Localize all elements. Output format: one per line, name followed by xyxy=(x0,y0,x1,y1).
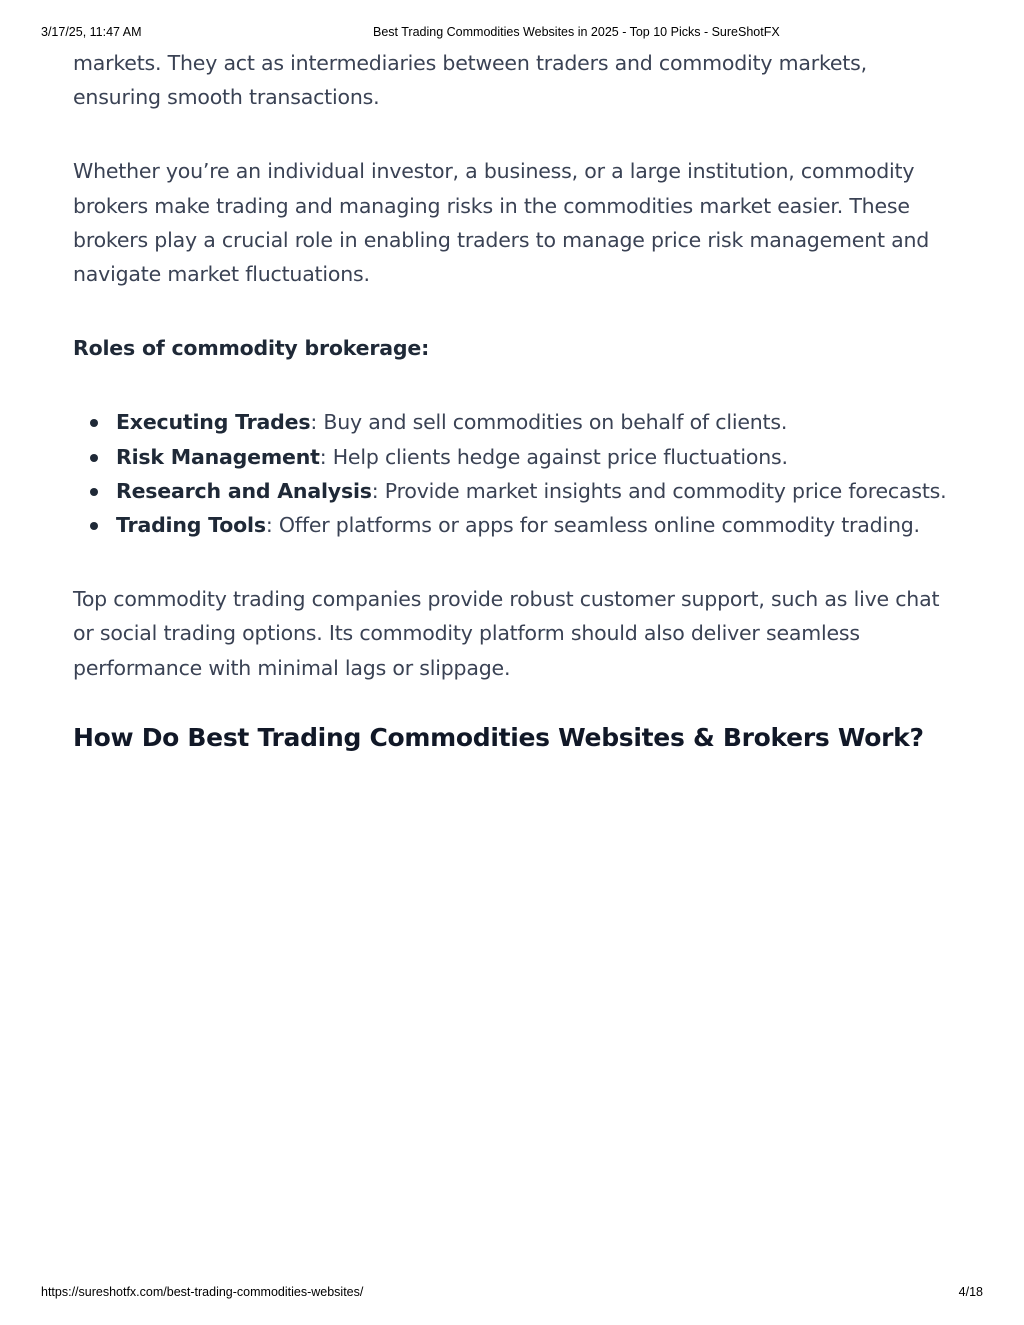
print-url: https://sureshotfx.com/best-trading-commodities-websites/ xyxy=(41,1285,364,1299)
list-item xyxy=(73,474,953,508)
print-footer xyxy=(0,1285,1024,1301)
bullet-dot xyxy=(90,488,98,496)
page-number: 4/18 xyxy=(958,1285,983,1299)
article-body xyxy=(73,46,953,755)
list-item xyxy=(73,508,953,542)
bullet-dot xyxy=(90,454,98,462)
list-item-term: Executing Trades xyxy=(116,410,311,435)
roles-heading: Roles of commodity brokerage: xyxy=(73,336,430,361)
bullet-dot xyxy=(90,419,98,427)
list-item-term: Research and Analysis xyxy=(116,478,372,503)
list-item xyxy=(73,405,953,439)
print-page-title: Best Trading Commodities Websites in 2025 - Top 10 Picks - SureShotFX xyxy=(373,25,780,39)
list-item-description: : Offer platforms or apps for seamless online commodity trading. xyxy=(265,513,920,538)
list-item-description: : Help clients hedge against price fluctuations. xyxy=(319,444,788,469)
intro-paragraph-continued: markets. They act as intermediaries between traders and commodity markets, ensuring smooth transactions. xyxy=(73,51,867,110)
print-header xyxy=(0,25,1024,41)
list-item-description: : Provide market insights and commodity price forecasts. xyxy=(371,478,947,503)
list-item-term: Trading Tools xyxy=(116,513,266,538)
list-item xyxy=(73,440,953,474)
list-item-term: Risk Management xyxy=(116,444,320,469)
brokers-paragraph: Whether you’re an individual investor, a business, or a large institution, commodity brokers make trading and managing risks in the commodities market easier. These brokers play a crucial role in enabling traders to manage price risk management and navigate market fluctuations. xyxy=(73,159,930,287)
print-date: 3/17/25, 11:47 AM xyxy=(41,25,142,39)
support-paragraph: Top commodity trading companies provide robust customer support, such as live chat or social trading options. Its commodity platform should also deliver seamless performance with minimal lags or slippage. xyxy=(73,587,940,680)
section-heading: How Do Best Trading Commodities Websites & Brokers Work? xyxy=(73,722,924,752)
list-item-description: : Buy and sell commodities on behalf of clients. xyxy=(310,410,788,435)
bullet-dot xyxy=(90,522,98,530)
roles-list xyxy=(73,405,953,542)
